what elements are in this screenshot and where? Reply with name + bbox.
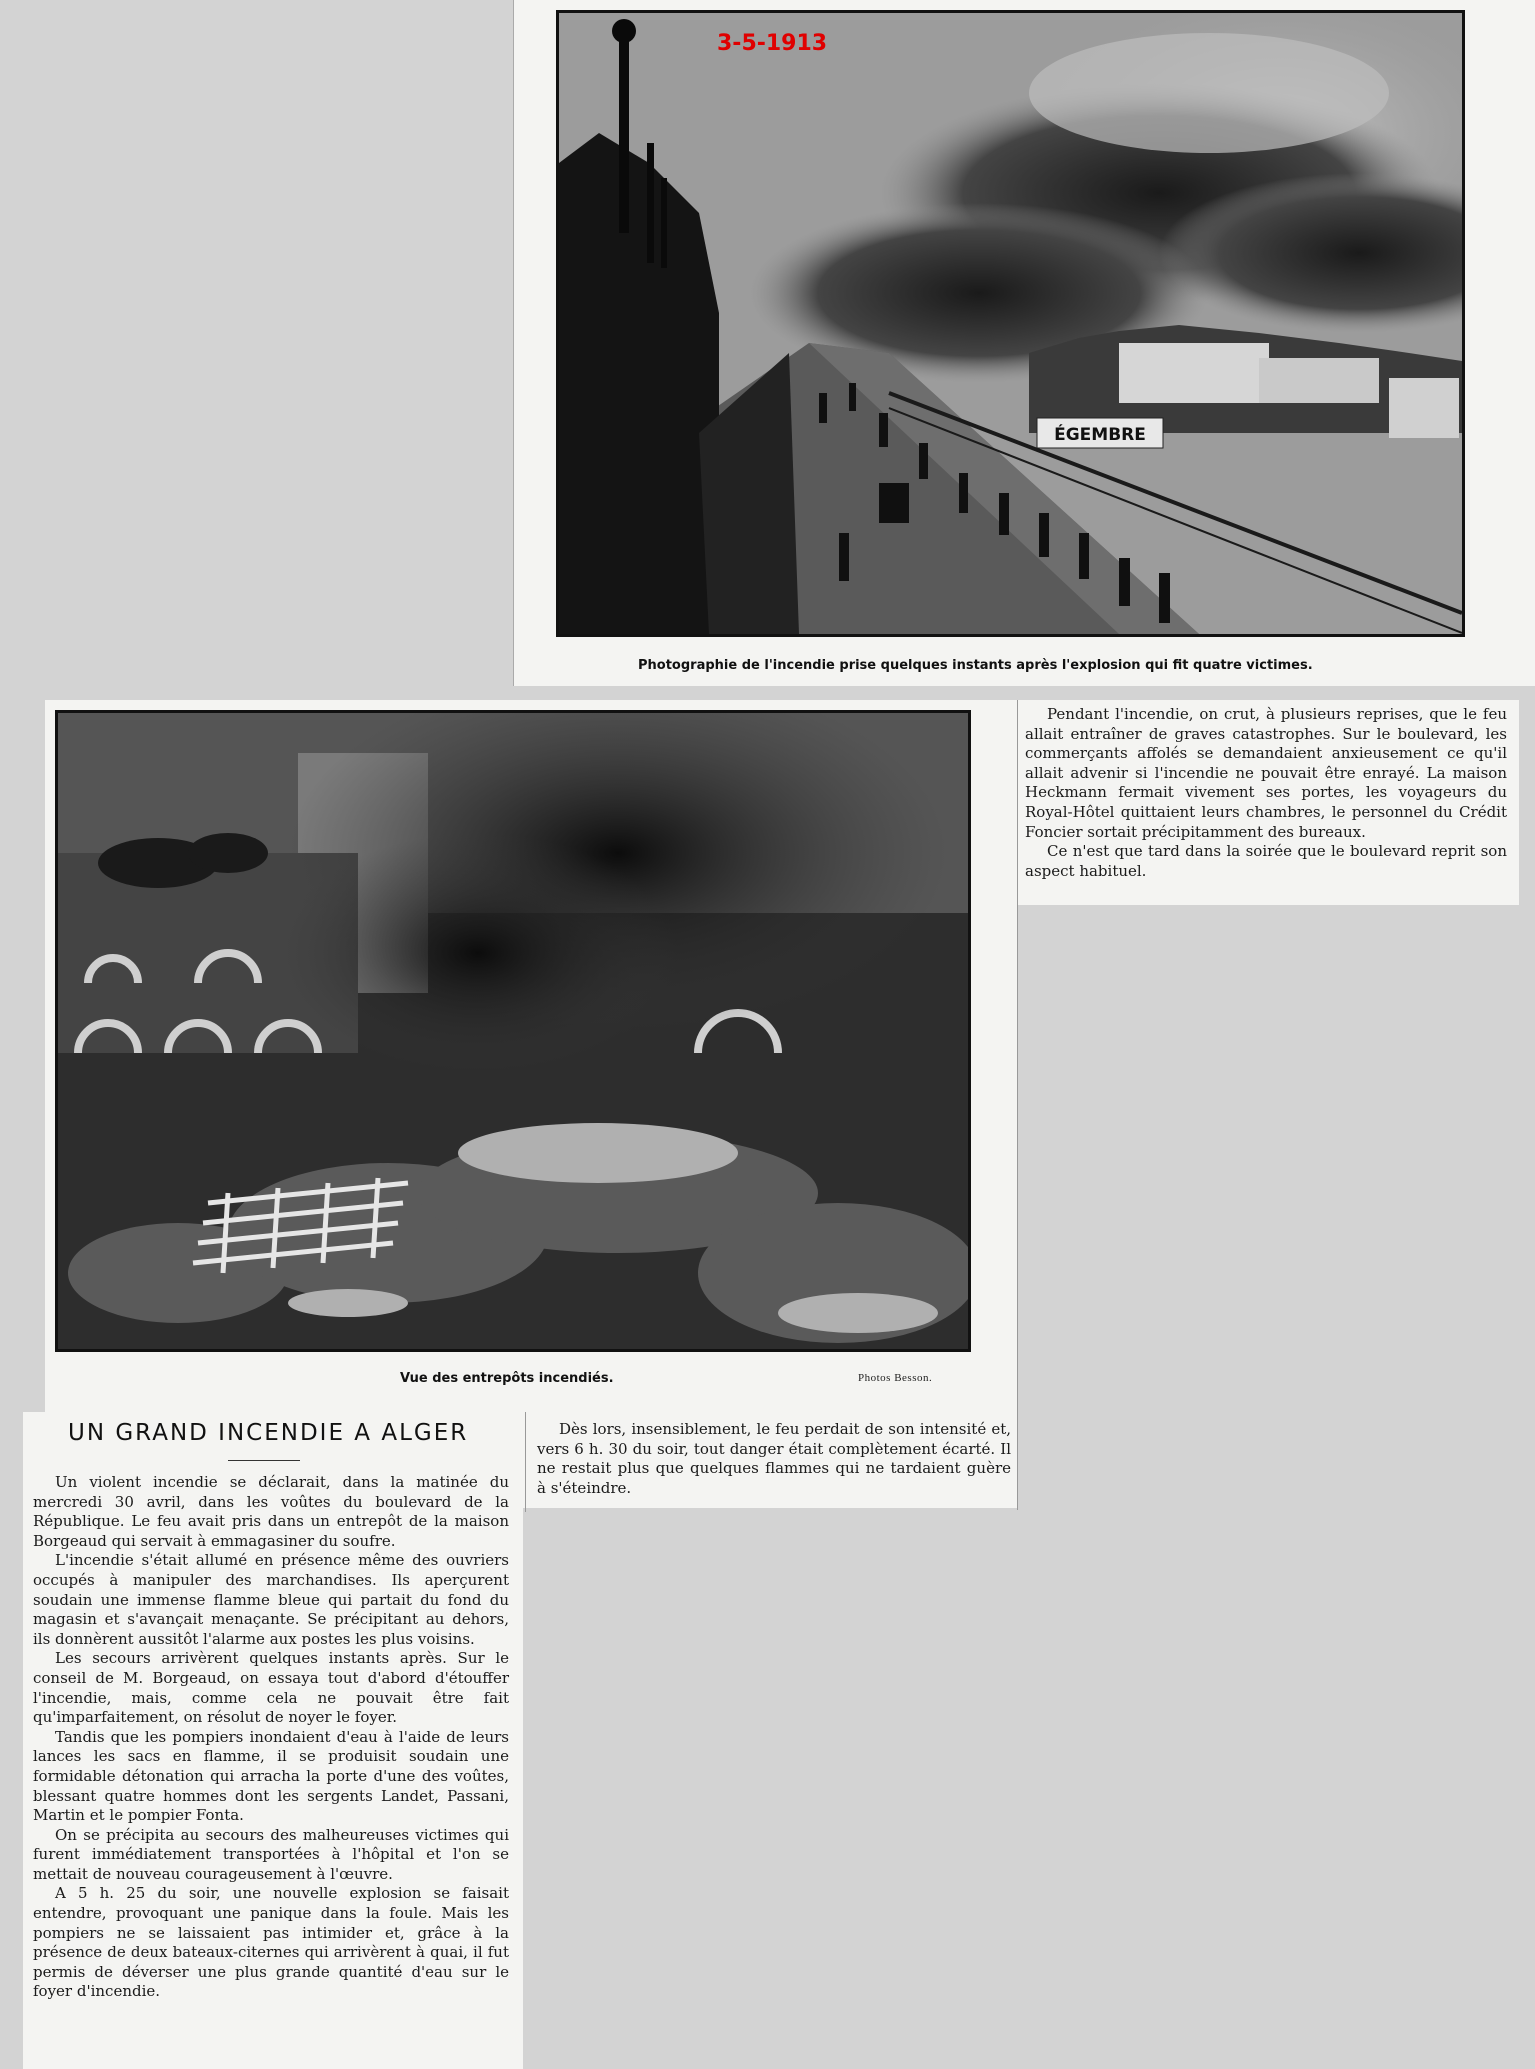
photo-burned-warehouses [55, 710, 971, 1352]
article-paragraph: Un violent incendie se déclarait, dans la matinée du mercredi 30 avril, dans les voûtes du boulevard de la République. Le feu avait pris dans un entrepôt de la maison Borgeaud qui servait à emmagasiner du soufre. [33, 1473, 509, 1550]
photo1-caption: Photographie de l'incendie prise quelques instants après l'explosion qui fit quatre victimes. [638, 658, 1313, 673]
date-label: 3-5-1913 [717, 31, 828, 56]
photo-credit: Photos Besson. [858, 1372, 933, 1384]
column-divider [1017, 700, 1018, 1510]
article-paragraph: L'incendie s'était allumé en présence même des ouvriers occupés à manipuler des marchandises. Ils aperçurent soudain une immense flamme bleue qui partait du fond du magasin et s'avançait menaçante. Se précipitant au dehors, ils donnèrent aussitôt l'alarme aux postes les plus voisins. [33, 1551, 509, 1648]
article-paragraph: A 5 h. 25 du soir, une nouvelle explosion se faisait entendre, provoquant une panique dans la foule. Mais les pompiers ne se laissaient pas intimider et, grâce à la présence de deux bateaux-citernes qui arrivèrent à quai, il fut permis de déverser une plus grande quantité d'eau sur le foyer d'incendie. [33, 1884, 509, 2001]
article-column-left [33, 1473, 509, 2002]
article-headline: UN GRAND INCENDIE A ALGER [68, 1420, 469, 1446]
top-panel-left-edge [513, 0, 514, 686]
photo-fire-boulevard [556, 10, 1465, 637]
right-paragraph: Pendant l'incendie, on crut, à plusieurs reprises, que le feu allait entraîner de graves catastrophes. Sur le boulevard, les commerçants affolés se demandaient anxieusement ce qu'il allait advenir si l'incendie ne pouvait être enrayé. La maison Heckmann fermait vivement ses portes, les voyageurs du Royal-Hôtel quittaient leurs chambres, le personnel du Crédit Foncier sortait précipitamment des bureaux. [1025, 705, 1507, 841]
article-continuation: Dès lors, insensiblement, le feu perdait de son intensité et, vers 6 h. 30 du soir, tout danger était complètement écarté. Il ne restait plus que quelques flammes qui ne tardaient guère à s'éteindre. [537, 1420, 1011, 1497]
article-column-right [537, 1420, 1011, 1498]
headline-rule [228, 1460, 300, 1461]
photo2-caption: Vue des entrepôts incendiés. [400, 1371, 614, 1386]
right-column-text [1025, 705, 1507, 881]
article-paragraph: On se précipita au secours des malheureuses victimes qui furent immédiatement transportées à l'hôpital et l'on se mettait de nouveau courageusement à l'œuvre. [33, 1825, 509, 1883]
right-paragraph: Ce n'est que tard dans la soirée que le boulevard reprit son aspect habituel. [1025, 842, 1507, 880]
article-divider [525, 1412, 526, 1512]
article-paragraph: Tandis que les pompiers inondaient d'eau à l'aide de leurs lances les sacs en flamme, il se produisit soudain une formidable détonation qui arracha la porte d'une des voûtes, blessant quatre hommes dont les sergents Landet, Passani, Martin et le pompier Fonta. [33, 1727, 509, 1825]
sign-text: ÉGEMBRE [1054, 425, 1146, 445]
article-paragraph: Les secours arrivèrent quelques instants après. Sur le conseil de M. Borgeaud, on essaya tout d'abord d'étouffer l'incendie, mais, comme cela ne pouvait être fait qu'imparfaitement, on résolut de noyer le foyer. [33, 1649, 509, 1727]
